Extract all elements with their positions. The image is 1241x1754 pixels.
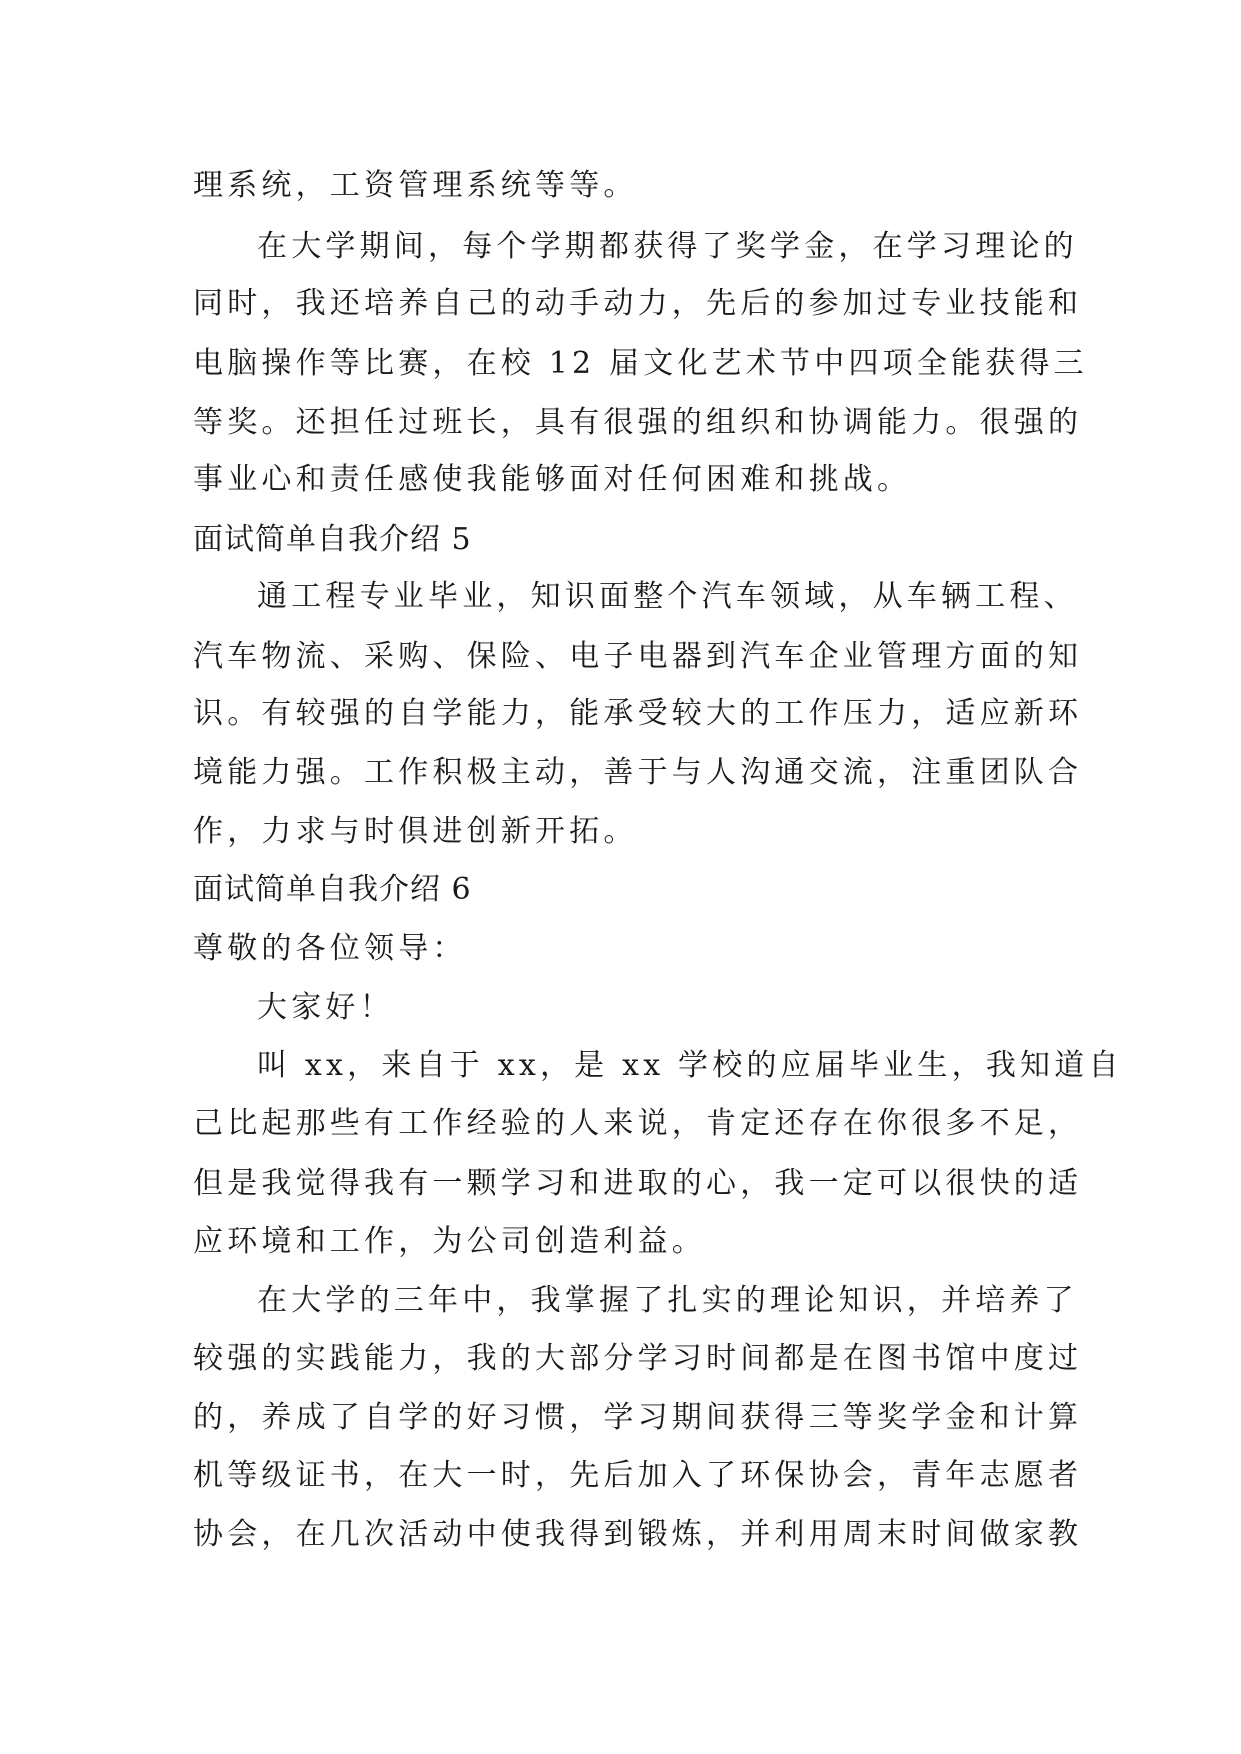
paragraph-line: 应环境和工作，为公司创造利益。 <box>193 1224 706 1259</box>
paragraph-line: 在大学期间，每个学期都获得了奖学金，在学习理论的 <box>257 229 1078 264</box>
paragraph-line: 作，力求与时俱进创新开拓。 <box>193 814 638 849</box>
paragraph-line: 境能力强。工作积极主动，善于与人沟通交流，注重团队合 <box>193 755 1083 790</box>
paragraph-line: 同时，我还培养自己的动手动力，先后的参加过专业技能和 <box>193 286 1083 321</box>
section-heading: 面试简单自我介绍 6 <box>193 872 472 907</box>
paragraph-line: 但是我觉得我有一颗学习和进取的心，我一定可以很快的适 <box>193 1166 1083 1201</box>
paragraph-line: 电脑操作等比赛，在校 12 届文化艺术节中四项全能获得三 <box>193 346 1088 381</box>
greeting-line: 尊敬的各位领导： <box>193 931 467 966</box>
paragraph-line: 的，养成了自学的好习惯，学习期间获得三等奖学金和计算 <box>193 1400 1083 1435</box>
paragraph-line: 等奖。还担任过班长，具有很强的组织和协调能力。很强的 <box>193 405 1083 440</box>
paragraph-line: 协会，在几次活动中使我得到锻炼，并利用周末时间做家教 <box>193 1517 1083 1552</box>
paragraph-line: 在大学的三年中，我掌握了扎实的理论知识，并培养了 <box>257 1283 1078 1318</box>
paragraph-line: 理系统，工资管理系统等等。 <box>193 168 638 203</box>
paragraph-line: 较强的实践能力，我的大部分学习时间都是在图书馆中度过 <box>193 1341 1083 1376</box>
section-heading: 面试简单自我介绍 5 <box>193 522 472 557</box>
paragraph-line: 汽车物流、采购、保险、电子电器到汽车企业管理方面的知 <box>193 639 1083 674</box>
paragraph-line: 机等级证书，在大一时，先后加入了环保协会，青年志愿者 <box>193 1458 1083 1493</box>
paragraph-line: 通工程专业毕业，知识面整个汽车领域，从车辆工程、 <box>257 579 1078 614</box>
paragraph-line: 己比起那些有工作经验的人来说，肯定还存在你很多不足， <box>193 1106 1083 1141</box>
paragraph-line: 事业心和责任感使我能够面对任何困难和挑战。 <box>193 462 912 497</box>
paragraph-line: 识。有较强的自学能力，能承受较大的工作压力，适应新环 <box>193 696 1083 731</box>
paragraph-line: 叫 xx，来自于 xx，是 xx 学校的应届毕业生，我知道自 <box>257 1048 1123 1083</box>
greeting-line: 大家好！ <box>257 990 394 1025</box>
